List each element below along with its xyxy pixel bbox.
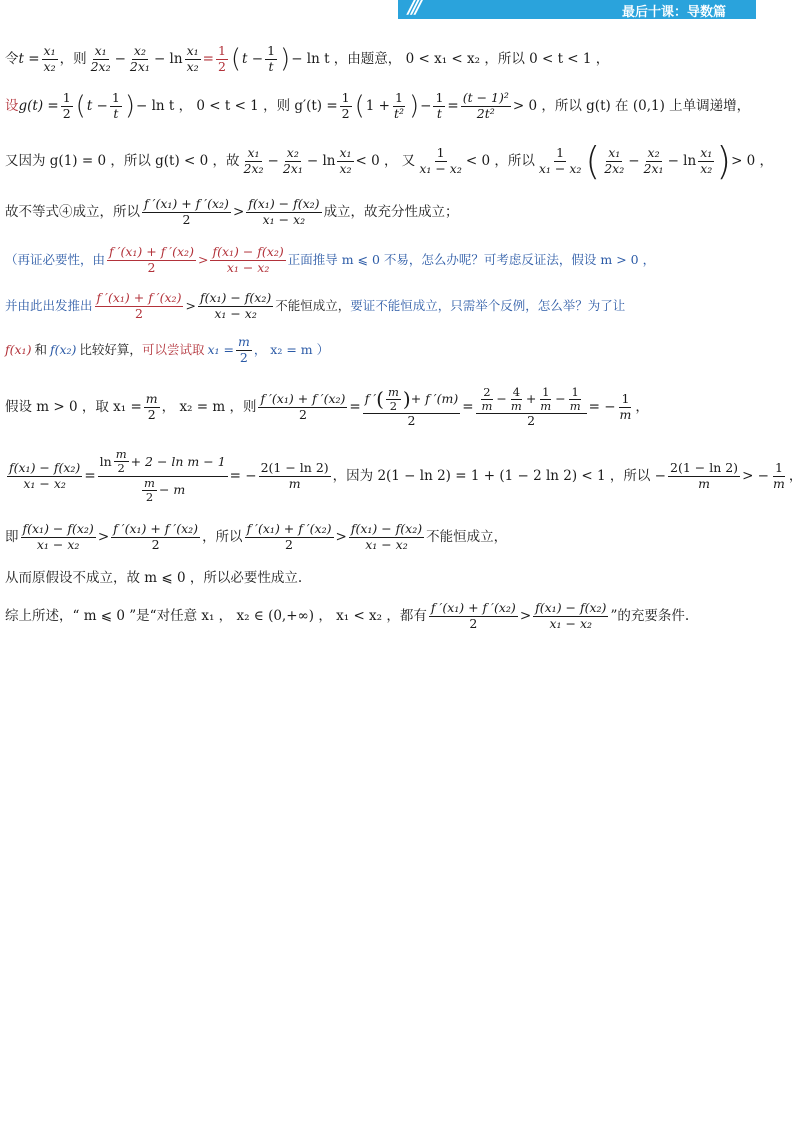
line-2 (5, 84, 751, 128)
line-1 (5, 40, 745, 78)
numerator (363, 386, 460, 414)
numerator: 4 (512, 384, 521, 399)
denominator: 2 (147, 259, 156, 275)
math: ln (99, 453, 112, 469)
operator: − (496, 391, 507, 407)
text: ， x₂ = m ） (253, 342, 330, 358)
denominator: 2x₁ (643, 160, 664, 176)
denominator: x₁ − x₂ (226, 259, 270, 275)
text: 从而原假设不成立，故 m ⩽ 0 ，所以必要性成立. (5, 569, 303, 586)
numerator: f ′(x₁) + f ′(x₂) (113, 521, 199, 537)
numerator: x₁ (339, 145, 352, 161)
fraction (480, 386, 495, 413)
numerator: x₁ (94, 43, 107, 59)
text: ，因为 2(1 − ln 2) = 1 + (1 − 2 ln 2) < 1 ，所以 − (332, 467, 666, 484)
text: 和 (34, 342, 47, 358)
operator: > (97, 528, 110, 545)
paren: ( (230, 44, 242, 74)
denominator: x₂ (700, 160, 713, 176)
denominator: m (569, 398, 581, 413)
denominator: x₁ − x₂ (365, 536, 408, 552)
operator: = (447, 97, 459, 114)
fraction (111, 522, 200, 552)
fraction (216, 44, 228, 74)
denominator: x₁ − x₂ (549, 615, 593, 631)
text: > 0 ，所以 g(t) 在 (0,1) 上单调递增， (512, 97, 751, 114)
math: t = (18, 50, 40, 67)
numerator: m (144, 475, 155, 490)
numerator: 1 (774, 460, 783, 476)
numerator: f(x₁) − f(x₂) (9, 460, 81, 476)
fraction (61, 91, 73, 121)
text: 比较好算， (79, 342, 142, 358)
numerator: m (115, 447, 127, 462)
line-8 (5, 376, 745, 438)
operator: > (519, 607, 532, 624)
paren: ( (75, 91, 86, 121)
numerator: x₁ (700, 145, 713, 161)
text: ，则 (59, 50, 87, 67)
fraction (349, 522, 424, 552)
numerator: m (237, 334, 250, 350)
fraction (429, 601, 518, 631)
math: g(t) = (18, 97, 59, 114)
numerator (98, 448, 228, 476)
fraction (433, 91, 445, 121)
denominator: 2 (151, 536, 160, 552)
numerator: 1 (267, 43, 276, 59)
denominator: m (772, 475, 785, 491)
numerator: x₁ (186, 43, 199, 59)
denominator: 2 (469, 615, 478, 631)
denominator: 2 (145, 489, 154, 504)
text: 令 (5, 50, 19, 67)
text: ， x₂ = m ，则 (161, 398, 257, 415)
operator: = − (588, 398, 616, 415)
numerator: m (387, 384, 399, 399)
math: − m (158, 482, 186, 498)
fraction (618, 392, 634, 422)
fraction (509, 386, 524, 413)
denominator: 2 (298, 406, 307, 422)
fraction (340, 91, 352, 121)
denominator: 2t² (476, 105, 495, 121)
numerator: x₂ (133, 43, 146, 59)
fraction (533, 601, 608, 631)
text: 正面推导 m ⩽ 0 不易，怎么办呢？可考虑反证法，假设 m > 0 ， (287, 252, 656, 268)
text: 综上所述，“ m ⩽ 0 ”是“对任意 x₁ ， x₂ ∈ (0,+∞) ， x₁ < x₂ ，都有 (5, 607, 427, 624)
numerator: 1 (111, 90, 120, 106)
denominator: 2 (117, 461, 125, 476)
math: f(x₂) (49, 342, 77, 358)
fraction (265, 44, 277, 74)
operator: = − (229, 467, 257, 484)
text: 要证不能恒成立，只需举个反例，怎么举？为了让 (350, 298, 626, 314)
highlighted-expression (203, 44, 230, 74)
numerator: 1 (621, 391, 630, 407)
math: f(x₁) (5, 342, 32, 358)
line-7 (5, 330, 745, 370)
numerator: 1 (556, 145, 565, 161)
line-10 (5, 514, 745, 560)
text: 可以尝试取 (141, 342, 205, 358)
text: ，所以 (202, 528, 243, 545)
line-11 (5, 564, 745, 592)
operator: + (525, 391, 537, 407)
fraction (281, 146, 305, 176)
operator: = (202, 50, 214, 67)
denominator: 2 (285, 536, 293, 552)
math: f ′ (364, 391, 377, 407)
numerator: 1 (341, 90, 350, 106)
fraction (386, 386, 401, 413)
denominator: 2 (239, 349, 248, 365)
header-decoration: /// (408, 0, 419, 18)
fraction (7, 461, 82, 491)
fraction (538, 386, 553, 413)
operator: − (628, 152, 640, 169)
fraction (337, 146, 353, 176)
operator: − ln (306, 152, 336, 169)
fraction (259, 461, 331, 491)
denominator: 2 (407, 413, 416, 429)
fraction (98, 448, 228, 504)
denominator: 2 (527, 413, 536, 429)
paren: ( (585, 139, 601, 183)
line-3 (5, 136, 774, 186)
fraction (602, 146, 626, 176)
numerator: f ′(x₁) + f ′(x₂) (96, 290, 182, 306)
denominator: x₂ (186, 58, 199, 74)
fraction (236, 335, 252, 365)
numerator: 1 (571, 384, 579, 399)
text: ， (788, 467, 802, 484)
numerator: f ′(x₁) + f ′(x₂) (109, 244, 194, 260)
fraction (392, 91, 406, 121)
numerator: 1 (217, 43, 226, 59)
denominator: m (481, 398, 493, 413)
denominator: m (540, 398, 552, 413)
text: 故不等式④成立，所以 (5, 203, 140, 220)
denominator: 2 (341, 105, 350, 121)
denominator: 2x₁ (282, 160, 303, 176)
operator: > − (742, 467, 769, 484)
denominator: x₁ − x₂ (262, 211, 306, 227)
fraction (142, 197, 231, 227)
text: 假设 m > 0 ，取 x₁ = (5, 398, 142, 415)
denominator (138, 477, 187, 504)
header-bar (398, 0, 756, 19)
operator: > (197, 252, 209, 268)
fraction (114, 448, 129, 475)
fraction (95, 291, 184, 321)
denominator: 2x₂ (243, 160, 264, 176)
numerator: 1 (436, 145, 445, 161)
denominator: 2x₂ (90, 58, 111, 74)
paren: ) (280, 44, 291, 74)
text: ”的充要条件. (610, 607, 690, 624)
denominator: x₁ − x₂ (419, 160, 462, 176)
text: ， (635, 398, 649, 415)
paren: ) (124, 91, 135, 121)
text: 成立，故充分性成立； (323, 203, 459, 220)
fraction (771, 461, 787, 491)
numerator: f ′(x₁) + f ′(x₂) (246, 521, 332, 537)
text: < 0 ，所以 (465, 152, 535, 169)
fraction (242, 146, 266, 176)
fraction (568, 386, 583, 413)
text: > 0 ， (731, 152, 774, 169)
math: t − (86, 97, 108, 114)
text: 不能恒成立， (275, 298, 351, 314)
fraction (642, 146, 666, 176)
fraction (537, 146, 584, 176)
text: （再证必要性，由 (5, 252, 106, 268)
operator: − (267, 152, 279, 169)
operator: − ln (153, 50, 183, 67)
operator: − ln (667, 152, 697, 169)
operator: > (232, 203, 245, 220)
denominator: m (698, 475, 710, 491)
text: − ln t ，由题意， 0 < x₁ < x₂ ，所以 0 < t < 1 ， (291, 50, 610, 67)
fraction (476, 386, 587, 429)
paren: ) (408, 91, 420, 121)
fraction (89, 44, 113, 74)
line-6 (5, 284, 745, 328)
text: < 0 ， 又 (355, 152, 416, 169)
denominator: t (113, 105, 119, 121)
denominator: x₂ (43, 58, 56, 74)
denominator: 2 (389, 398, 398, 413)
operator: = (84, 467, 96, 484)
fraction (42, 44, 58, 74)
denominator: 2x₂ (604, 160, 625, 176)
numerator: f(x₁) − f(x₂) (350, 521, 423, 537)
operator: − (420, 97, 432, 114)
math: + f ′(m) (410, 391, 459, 407)
numerator: 1 (62, 90, 71, 106)
text: 即 (5, 528, 19, 545)
fraction (142, 477, 157, 504)
fraction (363, 386, 460, 429)
fraction (210, 245, 285, 275)
numerator: 1 (542, 384, 550, 399)
operator: − (555, 391, 566, 407)
numerator: 2 (483, 384, 491, 399)
fraction (21, 522, 96, 552)
denominator: t (436, 105, 442, 121)
denominator: t (268, 58, 274, 74)
denominator: 2 (62, 105, 71, 121)
text: 又因为 g(1) = 0 ，所以 g(t) < 0 ，故 (5, 152, 240, 169)
numerator: 2(1 − ln 2) (260, 460, 329, 476)
line-9 (5, 442, 802, 510)
fraction (258, 392, 347, 422)
numerator: (t − 1)² (462, 90, 509, 106)
highlighted-expression (105, 245, 288, 275)
math: 1 + (365, 97, 390, 114)
line-5 (5, 238, 745, 282)
operator: > (185, 298, 196, 314)
denominator: x₁ − x₂ (36, 536, 80, 552)
operator: − (114, 50, 126, 67)
numerator: x₂ (286, 145, 299, 161)
numerator: f(x₁) − f(x₂) (535, 600, 607, 616)
numerator: 2(1 − ln 2) (670, 460, 739, 476)
numerator: f ′(x₁) + f ′(x₂) (430, 600, 516, 616)
fraction (144, 392, 160, 422)
numerator: m (145, 391, 158, 407)
fraction (185, 44, 201, 74)
highlighted-expression (93, 291, 186, 321)
denominator: 2 (135, 305, 143, 321)
numerator: x₂ (647, 145, 660, 161)
text: 并由此出发推出 (5, 298, 93, 314)
numerator: f ′(x₁) + f ′(x₂) (144, 196, 229, 212)
line-4 (5, 190, 745, 234)
fraction (110, 91, 122, 121)
fraction (245, 522, 334, 552)
fraction (107, 245, 196, 275)
header-title: 最后十课：导数篇 (621, 5, 726, 20)
numerator: f(x₁) − f(x₂) (199, 290, 272, 306)
fraction (698, 146, 714, 176)
denominator: m (510, 398, 522, 413)
denominator: x₁ − x₂ (23, 475, 66, 491)
operator: = (462, 398, 474, 415)
operator: > (335, 528, 347, 545)
fraction (461, 91, 511, 121)
math: + 2 − ln m − 1 (130, 453, 226, 469)
fraction (417, 146, 464, 176)
operator: = (349, 398, 361, 415)
denominator: x₂ (339, 160, 352, 176)
denominator: x₁ − x₂ (214, 305, 257, 321)
numerator (476, 386, 587, 414)
text: − ln t ， 0 < t < 1 ，则 g′(t) = (135, 97, 338, 114)
numerator: x₁ (247, 145, 260, 161)
numerator: f(x₁) − f(x₂) (212, 244, 284, 260)
line-12 (5, 594, 745, 638)
numerator: 1 (435, 90, 444, 106)
numerator: x₁ (43, 43, 56, 59)
math: t − (242, 50, 264, 67)
fraction (668, 461, 740, 491)
numerator: f ′(x₁) + f ′(x₂) (260, 391, 346, 407)
text: 设 (5, 97, 19, 114)
numerator: f(x₁) − f(x₂) (248, 196, 320, 212)
fraction (246, 197, 321, 227)
denominator: 2x₁ (129, 58, 150, 74)
denominator: x₁ − x₂ (538, 160, 582, 176)
denominator: m (288, 475, 301, 491)
numerator: f(x₁) − f(x₂) (22, 521, 94, 537)
denominator: 2 (217, 58, 226, 74)
fraction (128, 44, 152, 74)
denominator: t² (393, 105, 404, 121)
math: x₁ = (207, 342, 234, 358)
paren: ( (354, 91, 365, 121)
numerator: 1 (394, 90, 403, 106)
denominator: 2 (182, 211, 191, 227)
text: 不能恒成立， (426, 528, 508, 545)
denominator: m (619, 406, 632, 422)
paren: ) (402, 386, 411, 411)
numerator: x₁ (608, 145, 621, 161)
paren: ( (376, 386, 384, 411)
fraction (198, 291, 273, 321)
paren: ) (716, 139, 732, 183)
solution-content (5, 40, 802, 638)
denominator: 2 (147, 406, 156, 422)
